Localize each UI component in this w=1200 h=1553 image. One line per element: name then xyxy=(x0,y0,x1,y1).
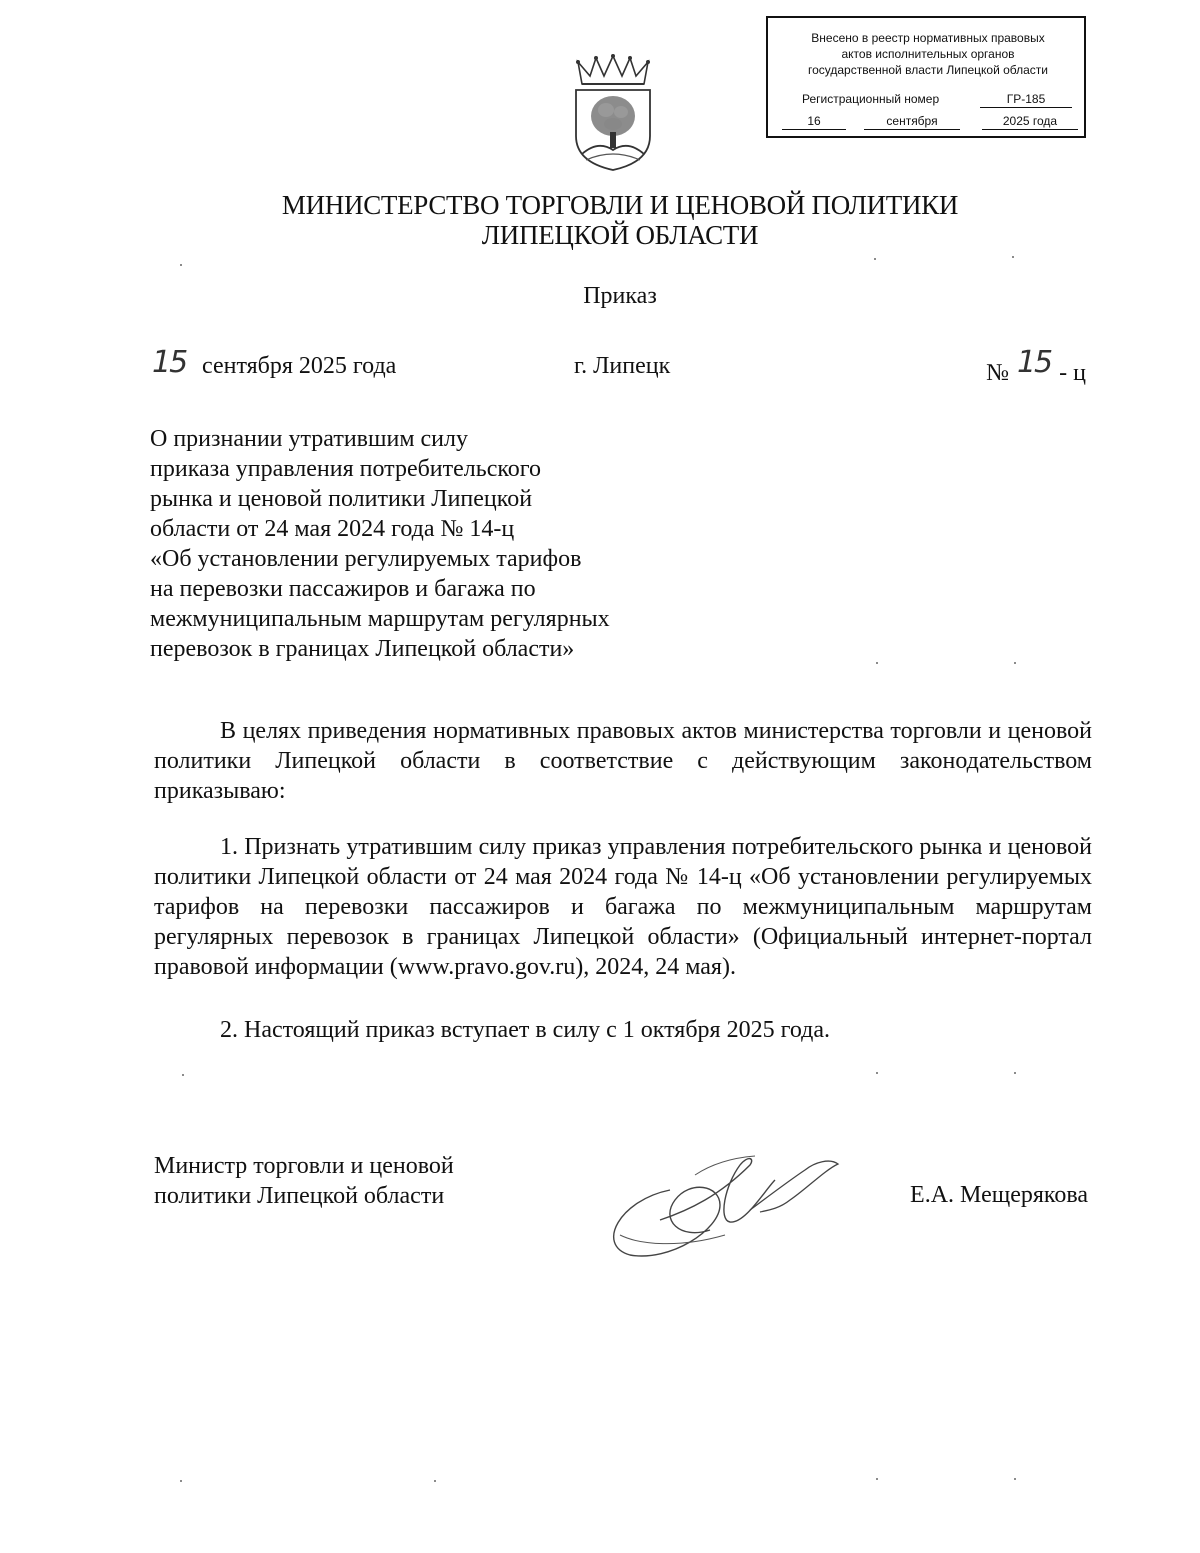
scan-speck xyxy=(874,258,876,260)
order-number xyxy=(986,345,1086,386)
order-number-handwritten: 15 xyxy=(1016,345,1052,380)
registration-day: 16 xyxy=(782,113,846,130)
scan-speck xyxy=(434,1480,436,1482)
subject-line: приказа управления потребительского xyxy=(150,456,542,482)
scan-speck xyxy=(1012,256,1014,258)
order-day-handwritten: 15 xyxy=(152,345,187,380)
ministry-title-line: МИНИСТЕРСТВО ТОРГОВЛИ И ЦЕНОВОЙ ПОЛИТИКИ xyxy=(281,190,959,220)
scan-speck xyxy=(182,1074,184,1076)
registry-stamp-title xyxy=(780,30,1076,78)
registration-number-label: Регистрационный номер xyxy=(802,92,940,106)
subject-line: перевозок в границах Липецкой области» xyxy=(150,636,575,662)
scan-speck xyxy=(1014,1072,1016,1074)
subject-line: О признании утратившим силу xyxy=(150,426,468,452)
subject-line: рынка и ценовой политики Липецкой xyxy=(150,486,533,512)
lipetsk-coat-of-arms-icon xyxy=(568,54,658,174)
registry-stamp-line: актов исполнительных органов xyxy=(841,47,1015,61)
subject-line: «Об установлении регулируемых тарифов xyxy=(150,546,582,572)
signer-name: Е.А. Мещерякова xyxy=(910,1182,1088,1208)
signer-position xyxy=(154,1151,454,1211)
registration-month: сентября xyxy=(864,113,960,130)
signer-position-line: политики Липецкой области xyxy=(154,1183,445,1209)
ministry-title-line: ЛИПЕЦКОЙ ОБЛАСТИ xyxy=(481,220,759,250)
subject-line: межмуниципальным маршрутам регулярных xyxy=(150,606,610,632)
scan-speck xyxy=(1014,662,1016,664)
scan-speck xyxy=(180,1480,182,1482)
handwritten-signature-icon xyxy=(600,1150,850,1265)
scan-speck xyxy=(876,1072,878,1074)
scan-speck xyxy=(1014,1478,1016,1480)
registry-stamp-line: государственной власти Липецкой области xyxy=(807,63,1049,77)
preamble-paragraph: В целях приведения нормативных правовых актов министерства торговли и ценовой политики Липецкой области в соответствие с действующим законодательством приказываю: xyxy=(154,718,1092,804)
scan-speck xyxy=(180,264,182,266)
registration-number-row xyxy=(782,91,1078,109)
registration-date-row xyxy=(782,113,1078,131)
order-item-1: 1. Признать утратившим силу приказ управления потребительского рынка и ценовой политики Липецкой области от 24 мая 2024 года № 14-ц «Об установлении регулируемых тарифов на перевозки пассажиров и багажа по межмуниципальным маршрутам регулярных перевозок в границах Липецкой области» (Официальный интернет-портал правовой информации (www.pravo.gov.ru), 2024, 24 мая). xyxy=(154,834,1092,980)
ministry-title xyxy=(150,190,1090,250)
subject-line: на перевозки пассажиров и багажа по xyxy=(150,576,536,602)
order-item-2: 2. Настоящий приказ вступает в силу с 1 октября 2025 года. xyxy=(220,1017,831,1043)
registration-number: ГР-185 xyxy=(980,91,1072,108)
order-city: г. Липецк xyxy=(574,353,671,379)
order-number-suffix: - ц xyxy=(1059,360,1086,386)
signer-position-line: Министр торговли и ценовой xyxy=(154,1153,454,1179)
subject-line: области от 24 мая 2024 года № 14-ц xyxy=(150,516,515,542)
scan-speck xyxy=(876,1478,878,1480)
order-date: сентября 2025 года xyxy=(202,353,397,379)
registry-stamp xyxy=(766,16,1086,138)
order-number-sign: № xyxy=(986,360,1009,386)
order-date-line xyxy=(150,345,1088,385)
order-subject xyxy=(150,424,710,664)
registration-year: 2025 года xyxy=(982,113,1078,130)
registry-stamp-line: Внесено в реестр нормативных правовых xyxy=(811,31,1045,45)
scan-speck xyxy=(876,662,878,664)
document-type: Приказ xyxy=(583,283,657,309)
